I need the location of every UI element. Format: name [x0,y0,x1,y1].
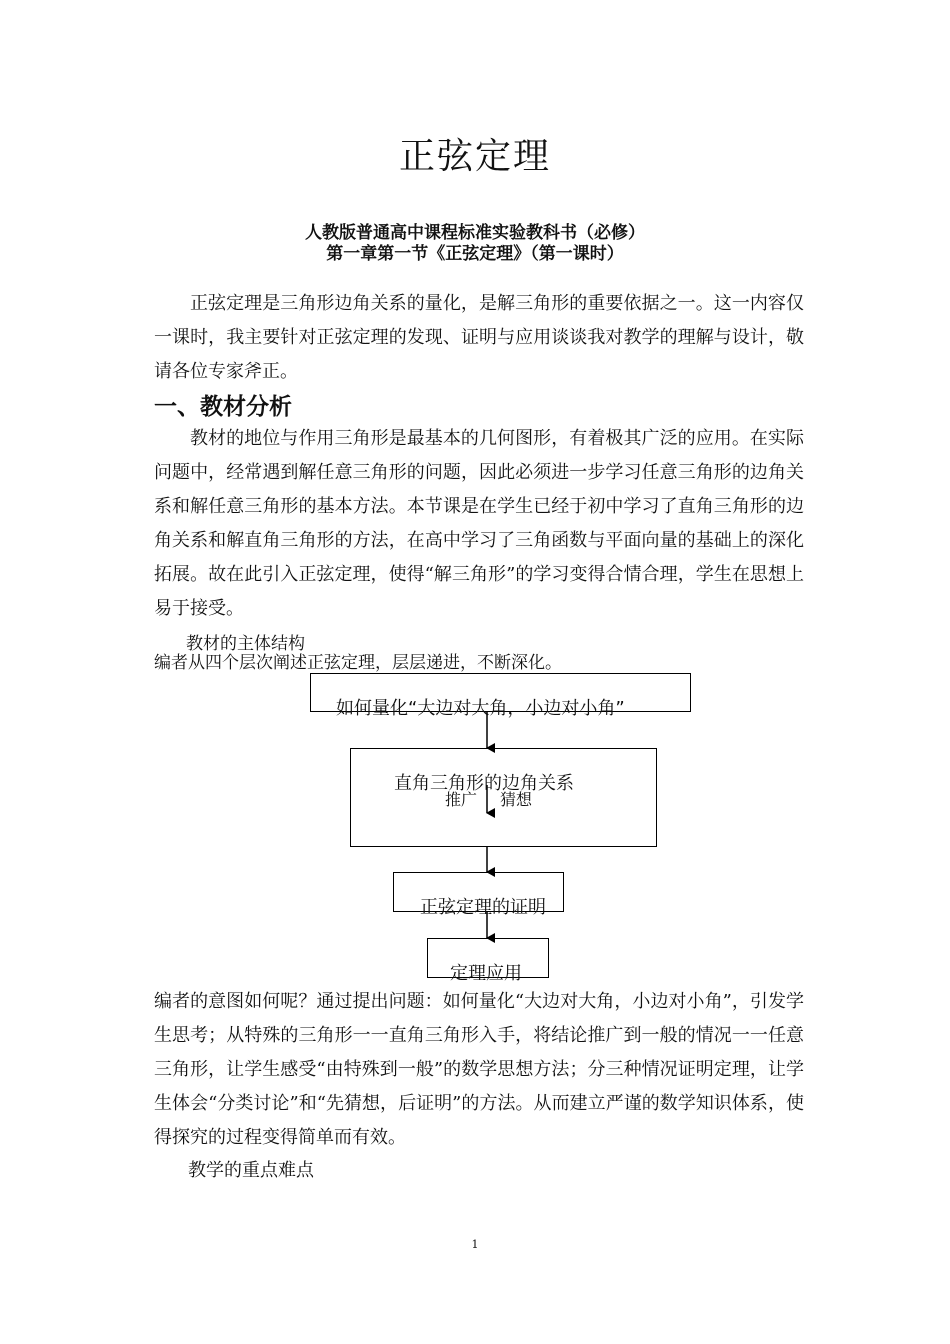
page-number: 1 [471,1238,479,1251]
flow-label-conjecture: 猜想 [500,790,533,809]
analysis-paragraph: 编者的意图如何呢？通过提出问题：如何量化“大边对大角，小边对小角”，引发学生思考；从特殊的三角形一一直角三角形入手，将结论推广到一般的情况一一任意三角形，让学生感受“由特殊到一般”的数学思想方法；分三种情况证明定理，让学生体会“分类讨论”和“先猜想，后证明”的方法。从而建立严谨的数学知识体系，使得探究的过程变得简单而有效。 [154,991,804,1148]
flow-box-4-text: 定理应用 [450,963,522,984]
intro-paragraph: 正弦定理是三角形边角关系的量化，是解三角形的重要依据之一。这一内容仅一课时，我主要针对正弦定理的发现、证明与应用谈谈我对教学的理解与设计，敬请各位专家斧正。 [154,293,804,382]
flow-box-3-text: 正弦定理的证明 [420,897,546,918]
flow-box-1-text: 如何量化“大边对大角，小边对小角” [336,698,625,719]
subtitle-line2: 第一章第一节《正弦定理》（第一课时） [326,244,624,264]
flow-label-generalize: 推广 [445,790,478,809]
key-points-label: 教学的重点难点 [188,1160,314,1181]
structure-label: 教材的主体结构 [186,634,305,654]
structure-description: 编者从四个层次阐述正弦定理，层层递进，不断深化。 [154,653,562,673]
section-heading: 一、教材分析 [154,394,292,420]
page-title: 正弦定理 [398,136,551,177]
section1-paragraph: 教材的地位与作用三角形是最基本的几何图形，有着极其广泛的应用。在实际问题中，经常遇到解任意三角形的问题，因此必须进一步学习任意三角形的边角关系和解任意三角形的基本方法。本节课是在学生已经于初中学习了直角三角形的边角关系和解直角三角形的方法，在高中学习了三角函数与平面向量的基础上的深化拓展。故在此引入正弦定理，使得“解三角形”的学习变得合情合理，学生在思想上易于接受。 [154,428,804,619]
subtitle-line1: 人教版普通高中课程标准实验教科书（必修） [305,223,645,243]
flow-box-2-text: 直角三角形的边角关系 [394,773,574,794]
